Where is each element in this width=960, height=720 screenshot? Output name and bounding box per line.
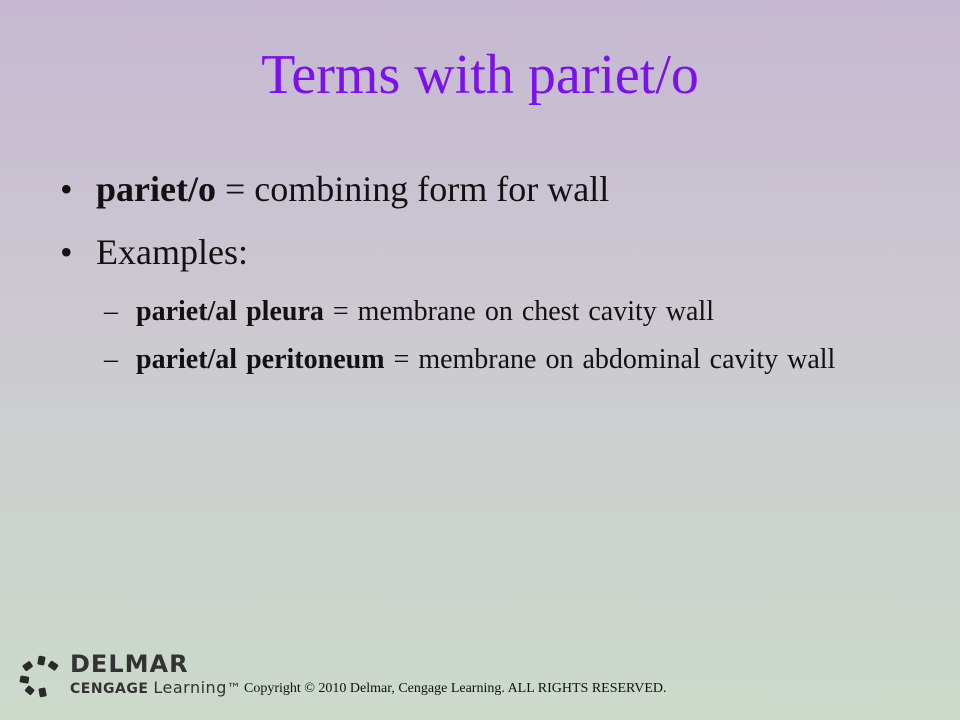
sub-bullet-term: pariet/al peritoneum [136, 344, 385, 376]
delmar-logo-icon [18, 654, 64, 698]
sub-bullet-marker: – [104, 344, 118, 376]
bullet-marker: • [60, 169, 73, 209]
bullet-term: pariet/o [96, 169, 216, 209]
bullet-item-definition [60, 168, 880, 211]
copyright-notice: Copyright © 2010 Delmar, Cengage Learning. ALL RIGHTS RESERVED. [244, 681, 667, 696]
sub-bullet-text [136, 342, 880, 378]
slide-content [60, 168, 880, 390]
sub-bullet-marker: – [104, 296, 118, 328]
bullet-text: Examples: [96, 232, 248, 273]
sub-bullet-rest: = membrane on abdominal cavity wall [384, 344, 836, 376]
sub-bullet-text [136, 294, 880, 330]
sub-bullet-term: pariet/al pleura [136, 296, 324, 328]
sub-bullet-parietal-pleura [104, 294, 880, 330]
slide-title: Terms with pariet/o [261, 44, 699, 106]
bullet-item-examples [60, 231, 880, 274]
sub-bullet-parietal-peritoneum [104, 342, 880, 378]
logo-cengage-word: CENGAGE [70, 681, 149, 697]
slide-footer [18, 652, 938, 702]
logo-trademark: ™ [226, 681, 242, 697]
logo-cengage-text [70, 680, 241, 696]
bullet-marker: • [60, 232, 73, 273]
bullet-text [96, 168, 609, 211]
sub-bullet-rest: = membrane on chest cavity wall [323, 296, 714, 328]
delmar-cengage-logo [18, 652, 243, 700]
logo-delmar-text: DELMAR [70, 650, 189, 678]
logo-learning-word: Learning [153, 678, 227, 697]
bullet-rest: = combining form for wall [215, 169, 610, 209]
